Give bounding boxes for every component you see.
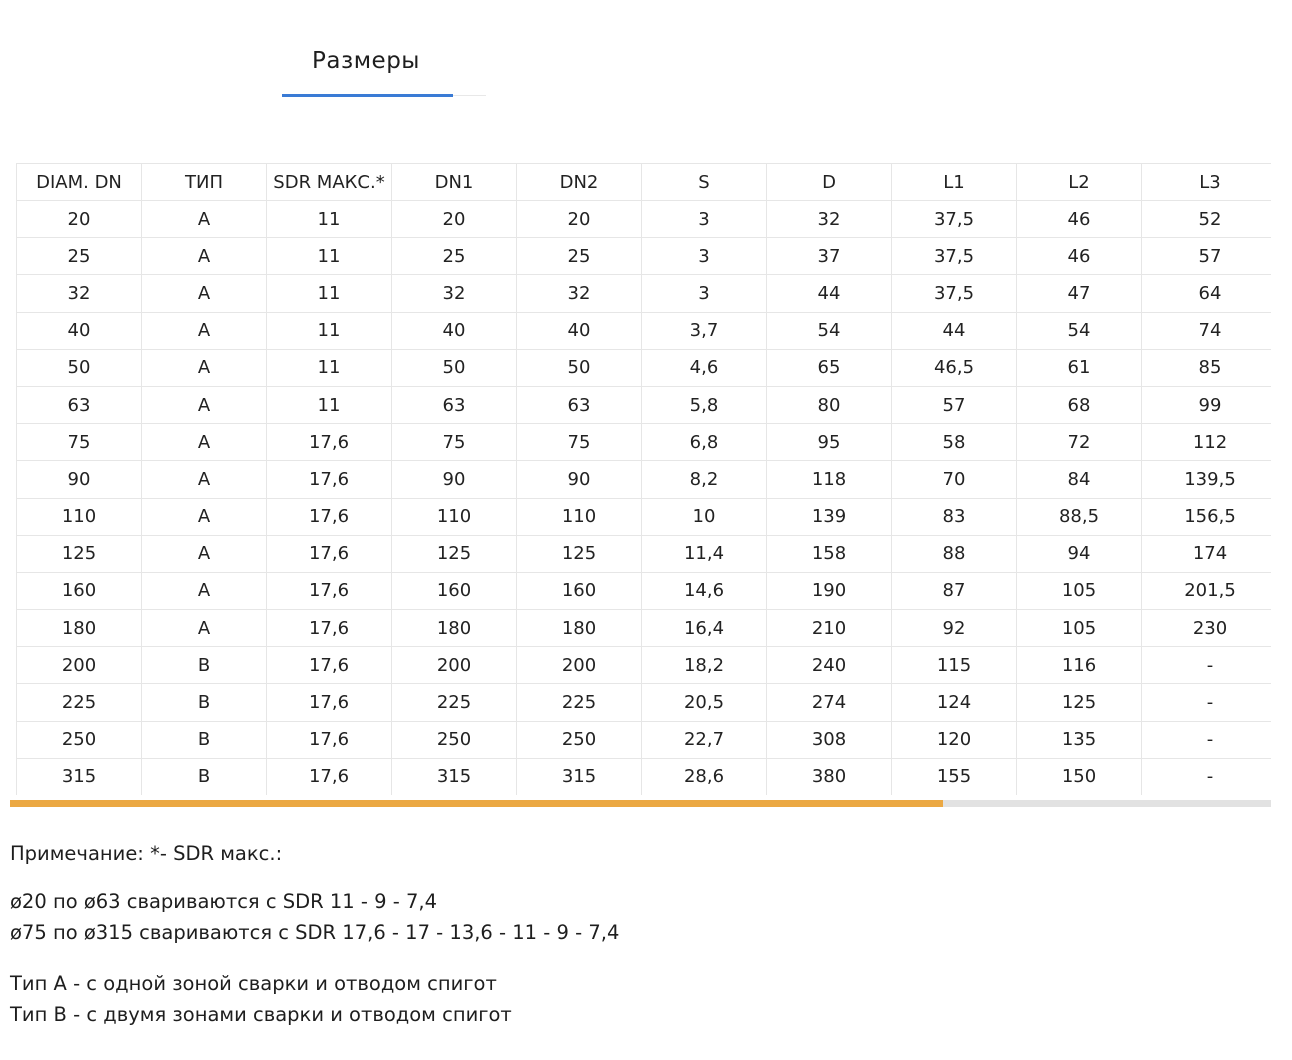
table-cell: 40: [17, 312, 142, 349]
table-cell: 17,6: [267, 424, 392, 461]
table-cell: 44: [767, 275, 892, 312]
table-cell: 10: [642, 498, 767, 535]
table-body: [17, 201, 1272, 796]
table-cell: 72: [1017, 424, 1142, 461]
table-cell: 139: [767, 498, 892, 535]
table-cell: 180: [517, 610, 642, 647]
table-row: [17, 684, 1272, 721]
table-cell: 11: [267, 238, 392, 275]
tab-sizes[interactable]: [282, 40, 454, 98]
table-cell: 83: [892, 498, 1017, 535]
table-cell: 115: [892, 647, 1017, 684]
table-cell: 50: [392, 349, 517, 386]
table-cell: 105: [1017, 572, 1142, 609]
table-row: [17, 312, 1272, 349]
table-cell: A: [142, 572, 267, 609]
table-row: [17, 535, 1272, 572]
table-cell: 11: [267, 275, 392, 312]
table-cell: 180: [17, 610, 142, 647]
table-cell: 200: [517, 647, 642, 684]
table-row: [17, 647, 1272, 684]
table-cell: 47: [1017, 275, 1142, 312]
table-cell: 17,6: [267, 647, 392, 684]
table-cell: 37,5: [892, 238, 1017, 275]
table-row: [17, 386, 1272, 423]
table-cell: B: [142, 684, 267, 721]
table-cell: 174: [1142, 535, 1272, 572]
table-row: [17, 238, 1272, 275]
table-cell: 156,5: [1142, 498, 1272, 535]
table-cell: 20: [517, 201, 642, 238]
sizes-table-container[interactable]: [16, 163, 1271, 795]
table-cell: 250: [517, 721, 642, 758]
table-cell: 32: [17, 275, 142, 312]
table-cell: 11: [267, 201, 392, 238]
table-cell: 250: [17, 721, 142, 758]
table-cell: 225: [17, 684, 142, 721]
table-row: [17, 721, 1272, 758]
table-cell: 63: [517, 386, 642, 423]
table-cell: -: [1142, 684, 1272, 721]
table-cell: 61: [1017, 349, 1142, 386]
table-cell: 315: [517, 758, 642, 795]
table-cell: 315: [392, 758, 517, 795]
table-cell: 18,2: [642, 647, 767, 684]
column-header: L1: [892, 164, 1017, 201]
table-cell: 68: [1017, 386, 1142, 423]
table-cell: 20: [392, 201, 517, 238]
table-cell: A: [142, 275, 267, 312]
table-cell: 11,4: [642, 535, 767, 572]
notes-section: [10, 838, 1270, 1031]
table-cell: 20,5: [642, 684, 767, 721]
table-cell: 44: [892, 312, 1017, 349]
table-cell: 88: [892, 535, 1017, 572]
table-row: [17, 758, 1272, 795]
table-cell: 110: [517, 498, 642, 535]
table-cell: 63: [392, 386, 517, 423]
column-header: L3: [1142, 164, 1272, 201]
table-row: [17, 461, 1272, 498]
table-cell: 8,2: [642, 461, 767, 498]
table-cell: 75: [17, 424, 142, 461]
table-cell: 32: [767, 201, 892, 238]
active-tab-indicator: [282, 94, 453, 97]
table-cell: 150: [1017, 758, 1142, 795]
table-cell: 50: [17, 349, 142, 386]
table-cell: 84: [1017, 461, 1142, 498]
table-cell: 315: [17, 758, 142, 795]
table-cell: 17,6: [267, 610, 392, 647]
table-row: [17, 201, 1272, 238]
table-header-row: [17, 164, 1272, 201]
table-cell: A: [142, 349, 267, 386]
table-cell: 201,5: [1142, 572, 1272, 609]
table-cell: 46,5: [892, 349, 1017, 386]
table-cell: 46: [1017, 201, 1142, 238]
table-cell: 250: [392, 721, 517, 758]
table-cell: 17,6: [267, 572, 392, 609]
table-cell: 120: [892, 721, 1017, 758]
column-header: ТИП: [142, 164, 267, 201]
table-cell: 99: [1142, 386, 1272, 423]
table-cell: 3: [642, 201, 767, 238]
table-cell: 25: [392, 238, 517, 275]
table-cell: 17,6: [267, 721, 392, 758]
table-cell: 20: [17, 201, 142, 238]
table-cell: 14,6: [642, 572, 767, 609]
table-cell: 46: [1017, 238, 1142, 275]
table-cell: 4,6: [642, 349, 767, 386]
table-cell: 190: [767, 572, 892, 609]
table-cell: 17,6: [267, 684, 392, 721]
table-cell: 57: [1142, 238, 1272, 275]
table-cell: 225: [517, 684, 642, 721]
table-cell: A: [142, 386, 267, 423]
table-cell: 22,7: [642, 721, 767, 758]
table-cell: 88,5: [1017, 498, 1142, 535]
table-cell: 40: [517, 312, 642, 349]
table-cell: 37,5: [892, 275, 1017, 312]
table-cell: 118: [767, 461, 892, 498]
table-cell: 90: [392, 461, 517, 498]
table-row: [17, 572, 1272, 609]
table-row: [17, 610, 1272, 647]
table-cell: 180: [392, 610, 517, 647]
table-row: [17, 349, 1272, 386]
table-cell: 17,6: [267, 758, 392, 795]
tab-bar-divider: [453, 95, 486, 96]
table-cell: 160: [392, 572, 517, 609]
table-cell: 125: [517, 535, 642, 572]
table-cell: 105: [1017, 610, 1142, 647]
table-cell: A: [142, 610, 267, 647]
table-cell: 75: [392, 424, 517, 461]
horizontal-scrollbar[interactable]: [10, 800, 1271, 807]
scrollbar-thumb[interactable]: [10, 800, 943, 807]
table-cell: 200: [392, 647, 517, 684]
table-cell: 17,6: [267, 498, 392, 535]
table-row: [17, 498, 1272, 535]
table-cell: 40: [392, 312, 517, 349]
table-cell: 17,6: [267, 461, 392, 498]
table-cell: 274: [767, 684, 892, 721]
table-cell: 11: [267, 349, 392, 386]
table-cell: 125: [17, 535, 142, 572]
table-cell: 6,8: [642, 424, 767, 461]
table-cell: 32: [517, 275, 642, 312]
table-cell: 90: [17, 461, 142, 498]
table-cell: 240: [767, 647, 892, 684]
column-header: DN1: [392, 164, 517, 201]
table-cell: B: [142, 721, 267, 758]
table-cell: 308: [767, 721, 892, 758]
table-cell: 125: [1017, 684, 1142, 721]
table-cell: 116: [1017, 647, 1142, 684]
table-cell: 85: [1142, 349, 1272, 386]
table-cell: 54: [767, 312, 892, 349]
table-cell: A: [142, 312, 267, 349]
table-cell: 94: [1017, 535, 1142, 572]
table-cell: 90: [517, 461, 642, 498]
table-row: [17, 424, 1272, 461]
table-cell: A: [142, 461, 267, 498]
table-cell: 210: [767, 610, 892, 647]
table-cell: 112: [1142, 424, 1272, 461]
table-cell: 74: [1142, 312, 1272, 349]
table-cell: 63: [17, 386, 142, 423]
note-type-a: Тип А - с одной зоной сварки и отводом спигот: [10, 971, 497, 995]
table-cell: 54: [1017, 312, 1142, 349]
table-cell: 110: [17, 498, 142, 535]
note-sdr-small: ø20 по ø63 свариваются с SDR 11 - 9 - 7,4: [10, 889, 438, 913]
table-cell: 160: [17, 572, 142, 609]
table-cell: 50: [517, 349, 642, 386]
table-cell: -: [1142, 721, 1272, 758]
table-cell: 37: [767, 238, 892, 275]
table-cell: B: [142, 647, 267, 684]
column-header: DIAM. DN: [17, 164, 142, 201]
table-cell: 95: [767, 424, 892, 461]
table-cell: 58: [892, 424, 1017, 461]
column-header: D: [767, 164, 892, 201]
table-cell: 70: [892, 461, 1017, 498]
note-type-b: Тип В - с двумя зонами сварки и отводом спигот: [10, 1003, 512, 1026]
tab-sizes-label: Размеры: [312, 48, 420, 74]
table-cell: 75: [517, 424, 642, 461]
table-cell: 11: [267, 386, 392, 423]
table-cell: 3: [642, 275, 767, 312]
table-cell: 160: [517, 572, 642, 609]
table-cell: 87: [892, 572, 1017, 609]
table-cell: 230: [1142, 610, 1272, 647]
sizes-table: [16, 163, 1271, 795]
table-cell: 155: [892, 758, 1017, 795]
column-header: L2: [1017, 164, 1142, 201]
table-cell: -: [1142, 758, 1272, 795]
table-cell: 3,7: [642, 312, 767, 349]
table-cell: A: [142, 535, 267, 572]
table-cell: 65: [767, 349, 892, 386]
table-cell: 37,5: [892, 201, 1017, 238]
table-cell: A: [142, 498, 267, 535]
column-header: DN2: [517, 164, 642, 201]
table-cell: -: [1142, 647, 1272, 684]
table-cell: 200: [17, 647, 142, 684]
notes-title: Примечание: *- SDR макс.:: [10, 842, 283, 865]
column-header: S: [642, 164, 767, 201]
table-cell: 3: [642, 238, 767, 275]
note-sdr-large: ø75 по ø315 свариваются с SDR 17,6 - 17 - 13,6 - 11 - 9 - 7,4: [10, 921, 620, 944]
table-cell: 110: [392, 498, 517, 535]
table-cell: 225: [392, 684, 517, 721]
table-cell: A: [142, 238, 267, 275]
table-cell: 124: [892, 684, 1017, 721]
table-cell: A: [142, 201, 267, 238]
table-cell: 57: [892, 386, 1017, 423]
table-cell: 32: [392, 275, 517, 312]
table-cell: 135: [1017, 721, 1142, 758]
table-cell: 380: [767, 758, 892, 795]
table-cell: A: [142, 424, 267, 461]
table-cell: 28,6: [642, 758, 767, 795]
table-cell: 52: [1142, 201, 1272, 238]
table-cell: B: [142, 758, 267, 795]
table-cell: 92: [892, 610, 1017, 647]
table-cell: 139,5: [1142, 461, 1272, 498]
table-cell: 11: [267, 312, 392, 349]
table-cell: 25: [517, 238, 642, 275]
table-cell: 17,6: [267, 535, 392, 572]
table-cell: 5,8: [642, 386, 767, 423]
column-header: SDR МАКС.*: [267, 164, 392, 201]
table-cell: 125: [392, 535, 517, 572]
table-cell: 64: [1142, 275, 1272, 312]
tab-bar: [282, 40, 486, 100]
table-cell: 25: [17, 238, 142, 275]
table-cell: 16,4: [642, 610, 767, 647]
table-cell: 80: [767, 386, 892, 423]
table-cell: 158: [767, 535, 892, 572]
table-row: [17, 275, 1272, 312]
